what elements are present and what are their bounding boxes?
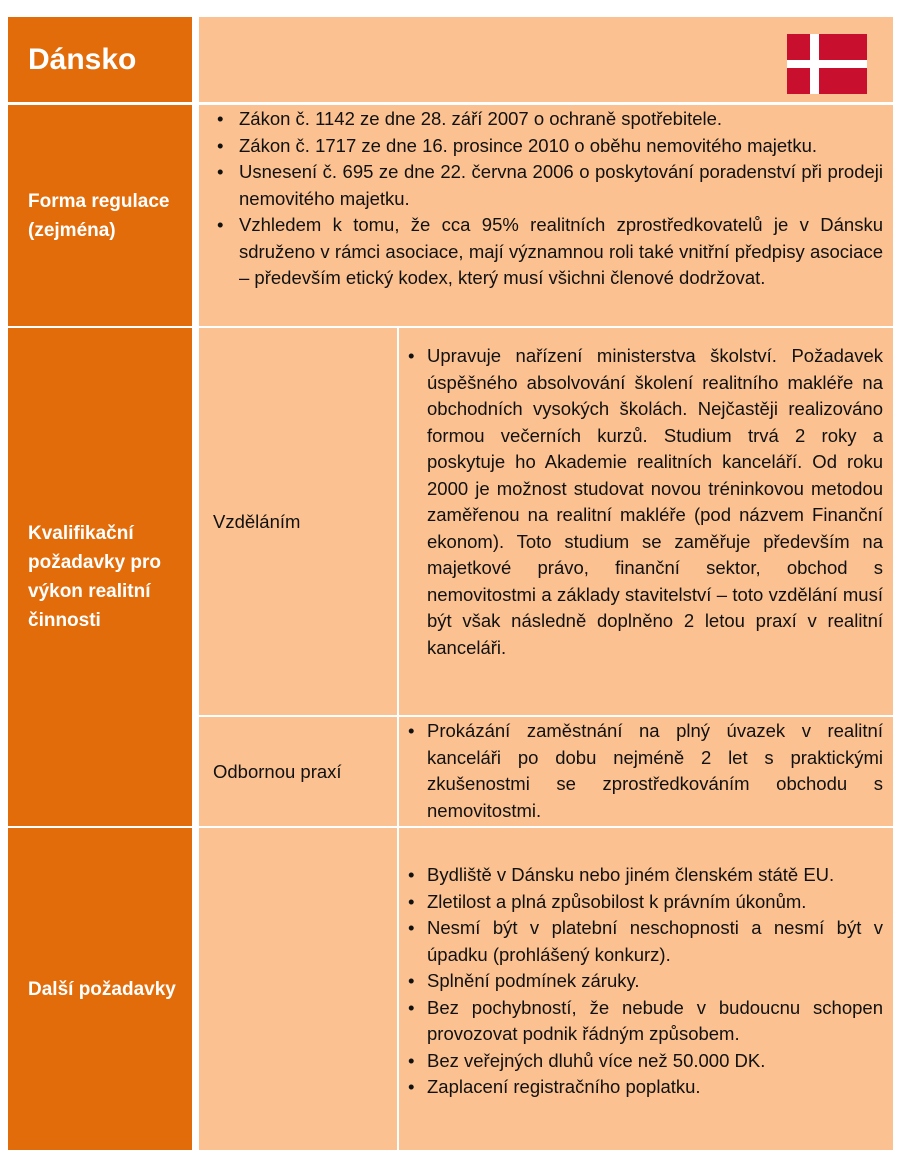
list-item: • Zákon č. 1717 ze dne 16. prosince 2010 o oběhu nemovitého majetku.	[209, 133, 883, 160]
list-item: • Bydliště v Dánsku nebo jiném členském státě EU.	[399, 862, 883, 889]
list-item: • Usnesení č. 695 ze dne 22. června 2006 o poskytování poradenství při prodeji nemovitého majetku.	[209, 159, 883, 212]
denmark-flag-icon	[787, 34, 867, 94]
practice-list	[399, 718, 883, 824]
list-item: • Vzhledem k tomu, že cca 95% realitních zprostředkovatelů je v Dánsku sdruženo v rámci asociace, mají významnou roli také vnitřní předpisy asociace – především etický kodex, který musí všichni členové dodržovat.	[209, 212, 883, 292]
other-label-cell	[8, 828, 192, 1150]
other-empty-cell	[199, 828, 397, 1150]
flag-cross-horizontal	[787, 60, 867, 68]
other-label: Další požadavky	[28, 978, 176, 1000]
list-item: • Zletilost a plná způsobilost k právním úkonům.	[399, 889, 883, 916]
practice-content-cell	[399, 717, 893, 826]
qualification-label: Kvalifikační požadavky pro výkon realitní činnosti	[28, 523, 162, 631]
practice-label: Odbornou praxí	[213, 760, 342, 782]
list-item: • Bez pochybností, že nebude v budoucnu schopen provozovat podnik řádným způsobem.	[399, 995, 883, 1048]
list-item: • Zaplacení registračního poplatku.	[399, 1074, 883, 1101]
list-item: • Nesmí být v platební neschopnosti a nesmí být v úpadku (prohlášený konkurz).	[399, 915, 883, 968]
education-label-cell	[199, 328, 397, 715]
list-item: • Zákon č. 1142 ze dne 28. září 2007 o ochraně spotřebitele.	[209, 106, 883, 133]
other-list	[399, 862, 883, 1101]
list-item: • Upravuje nařízení ministerstva školství. Požadavek úspěšného absolvování školení realitního makléře na obchodních vysokých školách. Nejčastěji realizováno formou večerních kurzů. Studium trvá 2 roky a poskytuje ho Akademie realitních kanceláří. Od roku 2000 je možnost studovat novou tréninkovou metodou zaměřenou na realitní makléře (pod názvem Finanční ekonom). Toto studium se zaměřuje především na majetkové právo, finanční sektor, obchod s nemovitostmi a základy stavitelství – toto vzdělání musí být však následně doplněno 2 letou praxí v realitní kanceláři.	[399, 343, 883, 661]
education-list	[399, 343, 883, 661]
qualification-label-cell	[8, 328, 192, 826]
practice-label-cell	[199, 717, 397, 826]
list-item: • Bez veřejných dluhů více než 50.000 DK.	[399, 1048, 883, 1075]
regulation-label-cell	[8, 105, 192, 326]
regulation-label: Forma regulace (zejména)	[28, 190, 170, 241]
other-content-cell	[399, 828, 893, 1150]
regulation-content-cell	[199, 105, 893, 326]
list-item: • Splnění podmínek záruky.	[399, 968, 883, 995]
regulation-list	[209, 106, 883, 292]
country-title: Dánsko	[28, 42, 137, 76]
education-label: Vzděláním	[213, 510, 301, 532]
education-content-cell	[399, 328, 893, 715]
list-item: • Prokázání zaměstnání na plný úvazek v realitní kanceláři po dobu nejméně 2 let s praktickými zkušenostmi se zprostředkováním obchodu s nemovitostmi.	[399, 718, 883, 824]
country-title-cell	[8, 17, 192, 102]
